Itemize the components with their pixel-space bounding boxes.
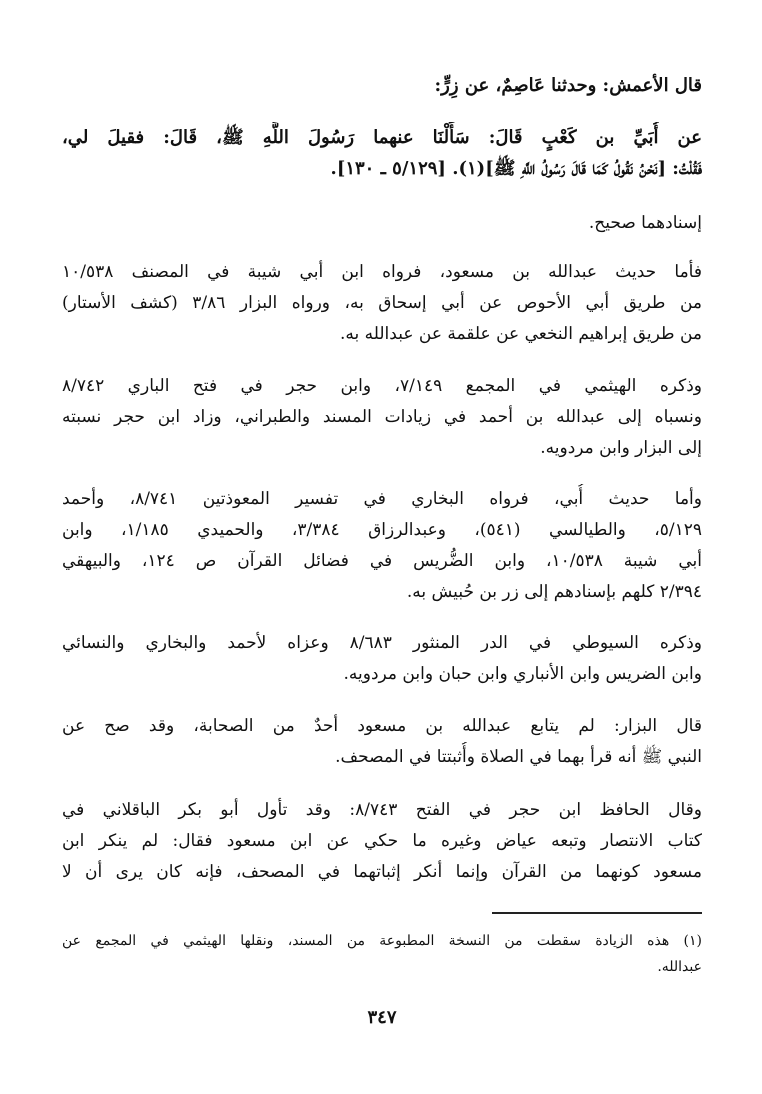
footnote-line: عبدالله. — [657, 959, 702, 975]
text-line: وأما حديث أُبي، فرواه البخاري في تفسير المعوذتين ٨/٧٤١، وأحمد — [62, 489, 702, 509]
paragraph-hadith-text — [62, 122, 702, 184]
text-line: فأما حديث عبدالله بن مسعود، فرواه ابن أبي شيبة في المصنف ١٠/٥٣٨ — [62, 262, 702, 282]
text-line: من طريق إبراهيم النخعي عن علقمة عن عبدالله به. — [339, 324, 702, 344]
text-line: وابن الضريس وابن الأنباري وابن حبان وابن مردويه. — [343, 664, 702, 684]
text-line: وذكره السيوطي في الدر المنثور ٨/٦٨٣ وعزاه لأحمد والبخاري والنسائي — [62, 633, 702, 653]
text-line: قال الأعمش: وحدثنا عَاصِمٌ، عن زِرٍّ: — [434, 75, 702, 96]
text-line: مسعود كونهما من القرآن وإنما أنكر إثباتهما في المصحف، فإنه كان يرى أن لا — [62, 862, 702, 882]
paragraph-ubayy — [62, 484, 702, 608]
text-line: ٥/١٢٩، والطيالسي (٥٤١)، وعبدالرزاق ٣/٣٨٤، والحميدي ١/١٨٥، وابن — [62, 520, 702, 540]
text-line: النبي ﷺ أنه قرأ بهما في الصلاة وأُثبتتا في المصحف. — [335, 747, 702, 767]
text-line: وقال الحافظ ابن حجر في الفتح ٨/٧٤٣: وقد تأول أبو بكر الباقلاني في — [62, 800, 702, 820]
text-line: وذكره الهيثمي في المجمع ٧/١٤٩، وابن حجر في فتح الباري ٨/٧٤٢ — [62, 376, 702, 396]
footnote — [62, 928, 702, 980]
text-line: من طريق أبي الأحوص عن أبي إسحاق به، ورواه البزار ٣/٨٦ (كشف الأستار) — [62, 293, 702, 313]
text-line: عن أُبَيِّ بن كَعْبٍ قَالَ: سَأَلْنَا عنهما رَسُولَ اللَّهِ ﷺ، قَالَ: فقيلَ لي، — [62, 127, 702, 148]
footnote-divider — [492, 912, 702, 914]
paragraph-isnad-grade — [62, 208, 702, 239]
paragraph-suyuti — [62, 628, 702, 690]
paragraph-haythami — [62, 371, 702, 464]
text-line: ونسباه إلى عبدالله بن أحمد في زيادات المسند والطبراني، وزاد ابن حجر نسبته — [62, 407, 702, 427]
book-page — [62, 60, 702, 1050]
text-line: قال البزار: لم يتابع عبدالله بن مسعود أحدٌ من الصحابة، وقد صح عن — [62, 716, 702, 736]
footnote-line: (١) هذه الزيادة سقطت من النسخة المطبوعة من المسند، ونقلها الهيثمي في المجمع عن — [62, 933, 702, 949]
text-line: ٢/٣٩٤ كلهم بإسنادهم إلى زر بن حُبيش به. — [406, 582, 702, 602]
text-line: فَقُلْتُ: [نَحْنُ نَقُولُ كَمَا قَالَ رَسُولُ اللَّهِ ﷺ](١). [٥/١٢٩ ـ ١٣٠]. — [330, 158, 702, 179]
paragraph-bazzar — [62, 711, 702, 773]
paragraph-ibn-masud — [62, 257, 702, 350]
paragraph-narrator — [62, 70, 702, 101]
text-line: كتاب الانتصار وتبعه عياض وغيره ما حكي عن ابن مسعود فقال: لم ينكر ابن — [62, 831, 702, 851]
page-number: ٣٤٧ — [367, 1007, 397, 1028]
text-line: إلى البزار وابن مردويه. — [540, 438, 702, 458]
text-line: أبي شيبة ١٠/٥٣٨، وابن الضُّريس في فضائل القرآن ص ١٢٤، والبيهقي — [62, 551, 702, 571]
paragraph-ibn-hajar — [62, 795, 702, 888]
text-line: إسنادهما صحيح. — [588, 213, 702, 233]
